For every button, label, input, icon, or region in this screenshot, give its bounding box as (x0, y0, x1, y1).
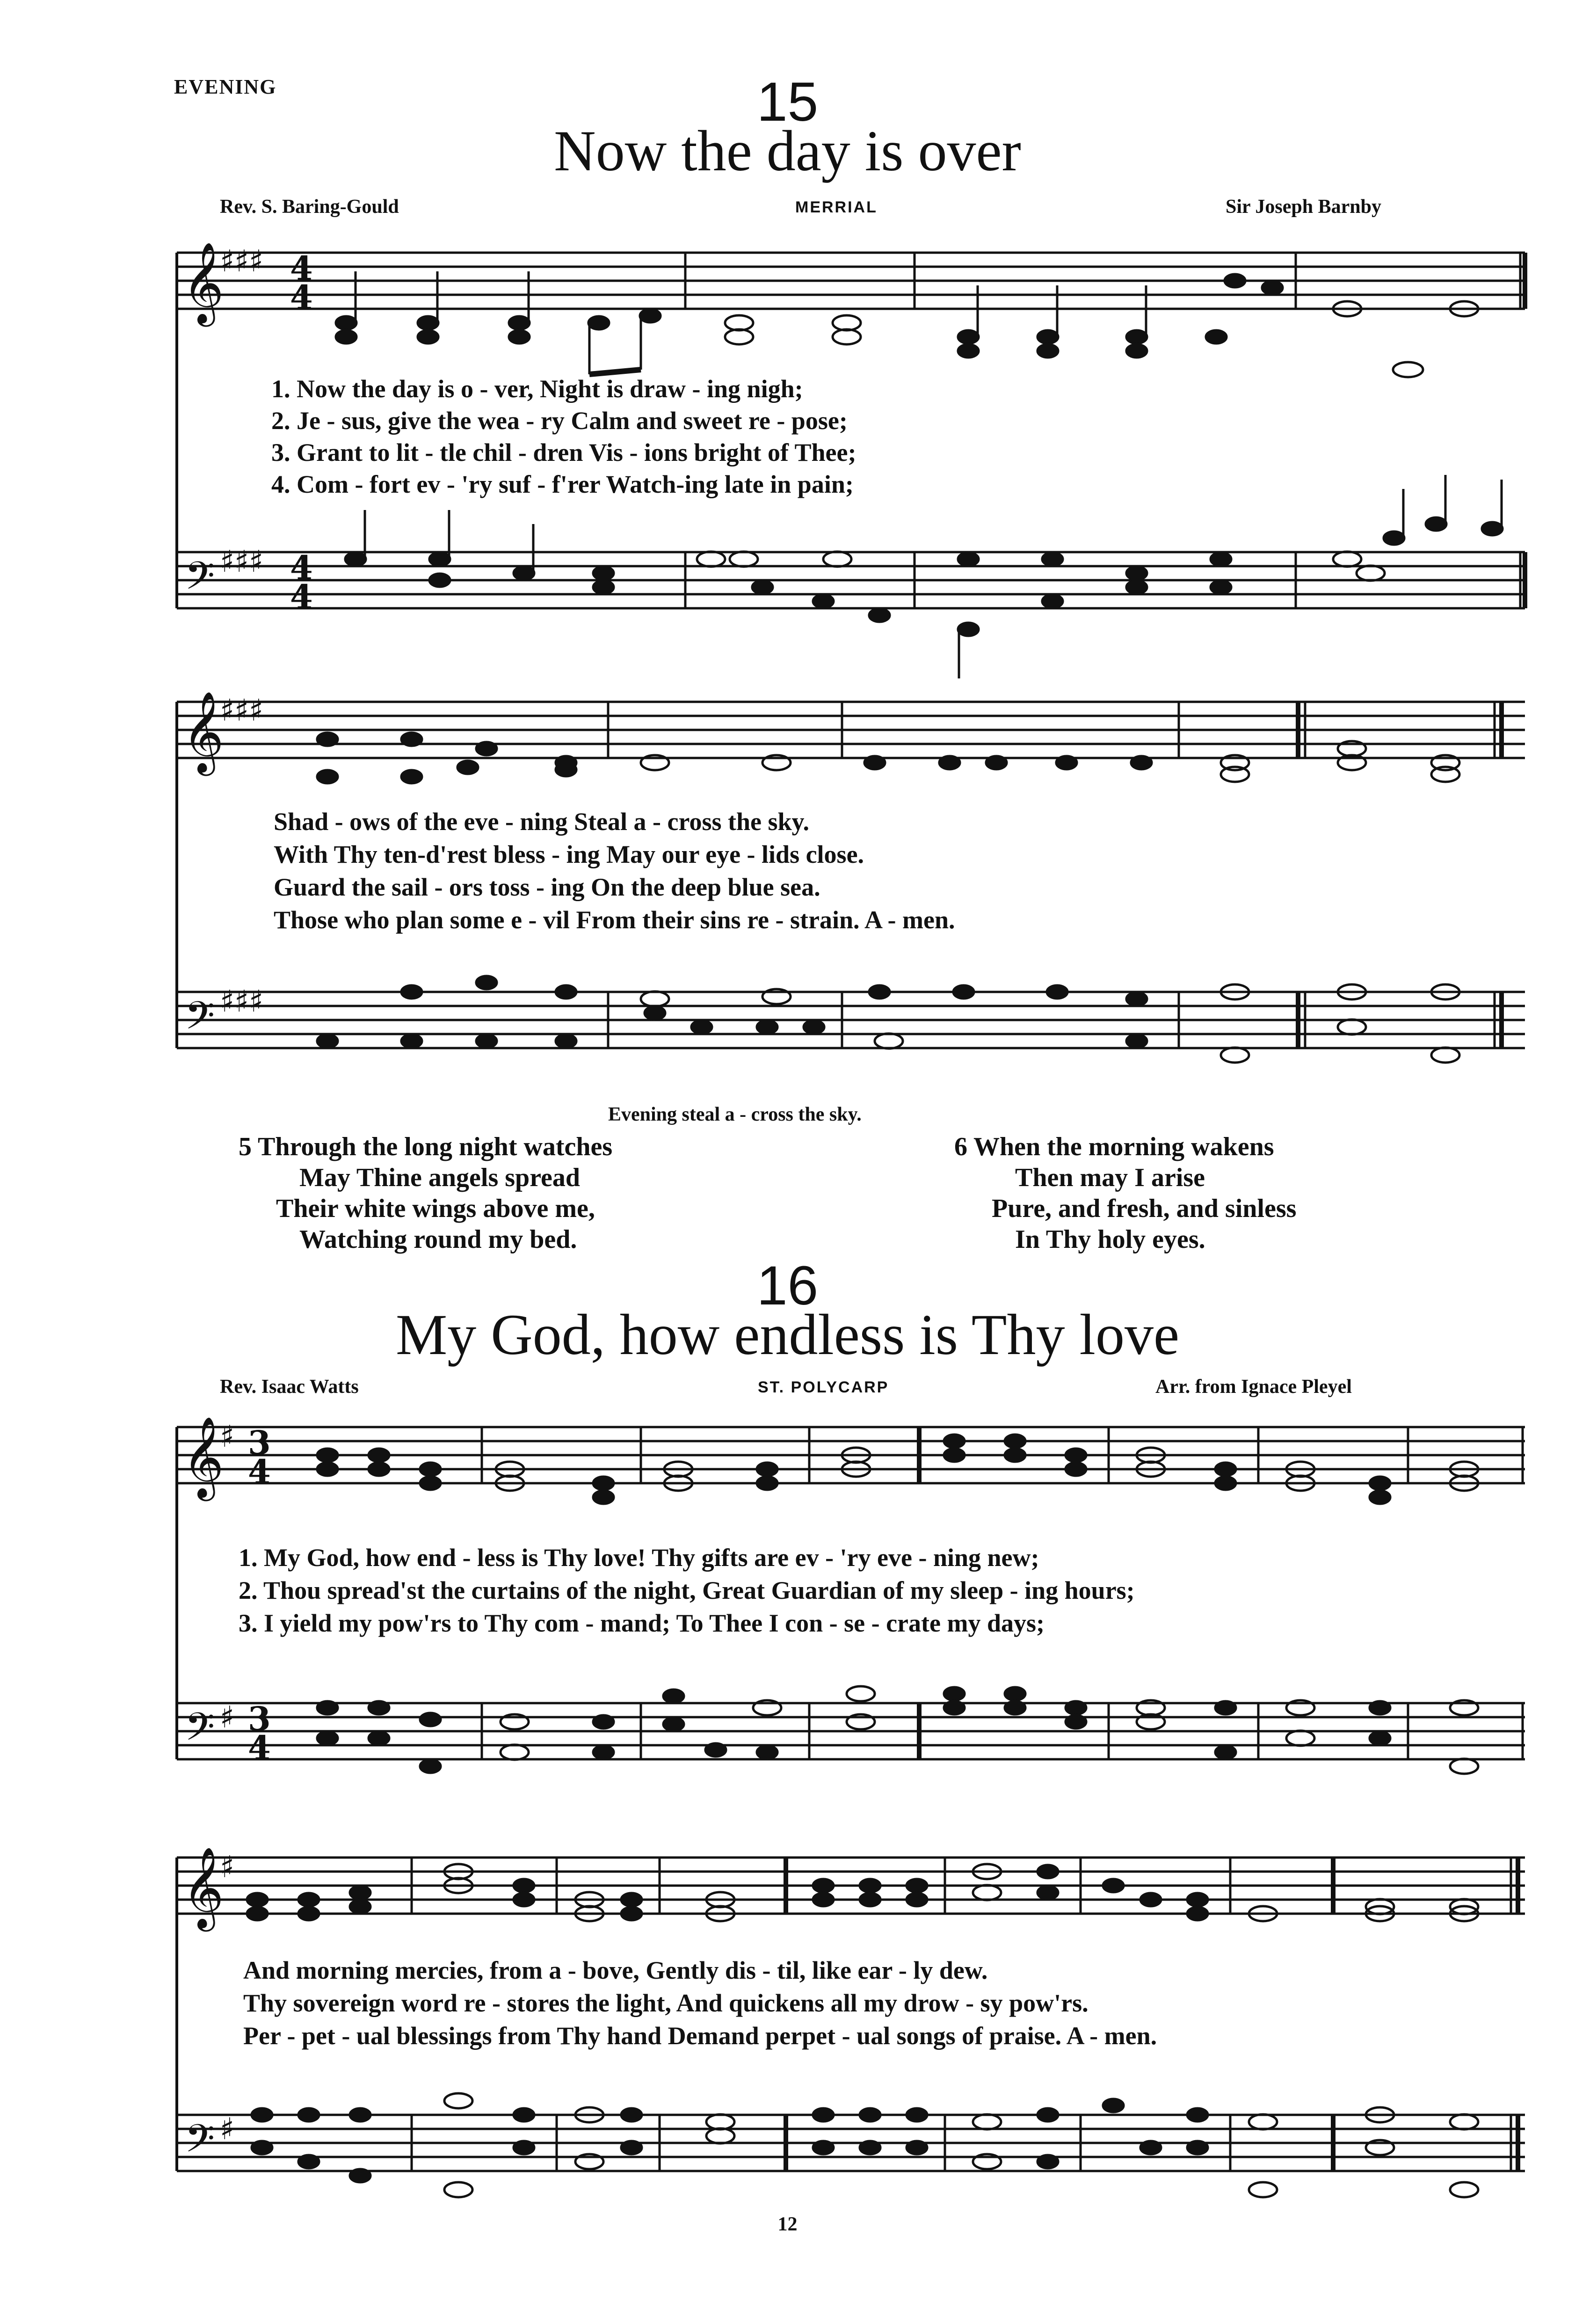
hymn-16-s2-verse-1: And morning mercies, from a - bove, Gently dis - til, like ear - ly dew. (243, 1956, 988, 1984)
hymn-16-tune: ST. POLYCARP (758, 1378, 889, 1396)
bass-clef-icon: 𝄢 (185, 2116, 215, 2171)
hymn-15-tune: MERRIAL (795, 198, 878, 216)
section-label: EVENING (174, 75, 277, 98)
bass-clef-icon: 𝄢 (185, 993, 215, 1048)
bass-clef-icon: 𝄢 (185, 1704, 215, 1759)
hymn-16-s1-verse-2: 2. Thou spread'st the curtains of the night, Great Guardian of my sleep - ing hours; (239, 1576, 1135, 1604)
svg-text:3: 3 (248, 1699, 271, 1738)
hymn-15-s1-verse-1: 1. Now the day is o - ver, Night is draw - ing nigh; (271, 375, 803, 403)
svg-text:♯: ♯ (220, 1850, 234, 1885)
svg-text:♯: ♯ (220, 2112, 234, 2147)
bass-clef-icon: 𝄢 (185, 553, 215, 608)
hymn-16-number: 16 (756, 1255, 819, 1317)
stanza-6-line-3: Pure, and fresh, and sinless (992, 1194, 1297, 1223)
svg-text:4: 4 (290, 577, 313, 616)
hymn-16-title: My God, how endless is Thy love (395, 1303, 1180, 1367)
stanza-6-line-2: Then may I arise (1015, 1163, 1205, 1192)
hymn-15-s1-verse-2: 2. Je - sus, give the wea - ry Calm and sweet re - pose; (271, 407, 848, 435)
stanza-5-line-2: May Thine angels spread (299, 1163, 581, 1192)
hymn-15-number: 15 (756, 71, 819, 133)
hymn-16-composer: Arr. from Ignace Pleyel (1155, 1376, 1352, 1398)
svg-text:♯♯♯: ♯♯♯ (220, 544, 263, 579)
hymn-15-stanza-5 (239, 1131, 612, 1255)
svg-text:♯: ♯ (220, 1419, 234, 1454)
svg-text:♯♯♯: ♯♯♯ (220, 984, 263, 1019)
hymn-15-s2-verse-4: Those who plan some e - vil From their sins re - strain. A - men. (274, 906, 955, 934)
hymn-16-author: Rev. Isaac Watts (220, 1376, 359, 1398)
hymn-15-s1-verse-3: 3. Grant to lit - tle chil - dren Vis - ions bright of Thee; (271, 438, 856, 466)
svg-text:4: 4 (290, 278, 313, 317)
hymn-15-s1-verse-4: 4. Com - fort ev - 'ry suf - f'rer Watch-ing late in pain; (271, 470, 854, 498)
svg-text:♯♯♯: ♯♯♯ (220, 244, 263, 279)
hymn-16-s2-verse-2: Thy sovereign word re - stores the light, And quickens all my drow - sy pow'rs. (243, 1989, 1089, 2017)
svg-text:3: 3 (248, 1423, 271, 1462)
stanza-6-line-4: In Thy holy eyes. (1015, 1225, 1205, 1254)
page-number: 12 (777, 2214, 798, 2235)
stanza-5-line-1: 5 Through the long night watches (239, 1132, 613, 1161)
hymn-15-s2-verse-1: Shad - ows of the eve - ning Steal a - cross the sky. (274, 808, 810, 836)
hymn-15-title: Now the day is over (554, 119, 1021, 183)
treble-clef-icon: 𝄞 (182, 242, 224, 323)
hymn-16-s1-verse-1: 1. My God, how end - less is Thy love! Thy gifts are ev - 'ry eve - ning new; (239, 1544, 1039, 1572)
stanza-5-line-3: Their white wings above me, (276, 1194, 595, 1223)
hymn-15-s2-verse-3: Guard the sail - ors toss - ing On the deep blue sea. (274, 873, 820, 901)
svg-text:4: 4 (290, 249, 313, 288)
svg-text:4: 4 (248, 1728, 271, 1767)
stanza-6-line-1: 6 When the morning wakens (954, 1132, 1274, 1161)
hymn-16-s1-verse-3: 3. I yield my pow'rs to Thy com - mand; To Thee I con - se - crate my days; (239, 1609, 1045, 1637)
hymn-15-stanza-6 (954, 1131, 1296, 1255)
svg-text:♯♯♯: ♯♯♯ (220, 693, 263, 728)
hymn-15-bass-text: Evening steal a - cross the sky. (608, 1104, 862, 1125)
hymn-15-composer: Sir Joseph Barnby (1226, 196, 1381, 218)
svg-text:4: 4 (248, 1452, 271, 1491)
treble-clef-icon: 𝄞 (182, 1416, 224, 1498)
stanza-5-line-4: Watching round my bed. (299, 1225, 577, 1254)
hymn-16-s2-verse-3: Per - pet - ual blessings from Thy hand Demand perpet - ual songs of praise. A - men. (243, 2022, 1157, 2050)
svg-text:4: 4 (290, 548, 313, 587)
svg-text:♯: ♯ (220, 1700, 234, 1735)
hymn-15-s2-verse-2: With Thy ten-d'rest bless - ing May our eye - lids close. (274, 840, 864, 868)
treble-clef-icon: 𝄞 (182, 691, 224, 772)
treble-clef-icon: 𝄞 (182, 1847, 224, 1928)
hymn-15-author: Rev. S. Baring-Gould (220, 196, 399, 218)
